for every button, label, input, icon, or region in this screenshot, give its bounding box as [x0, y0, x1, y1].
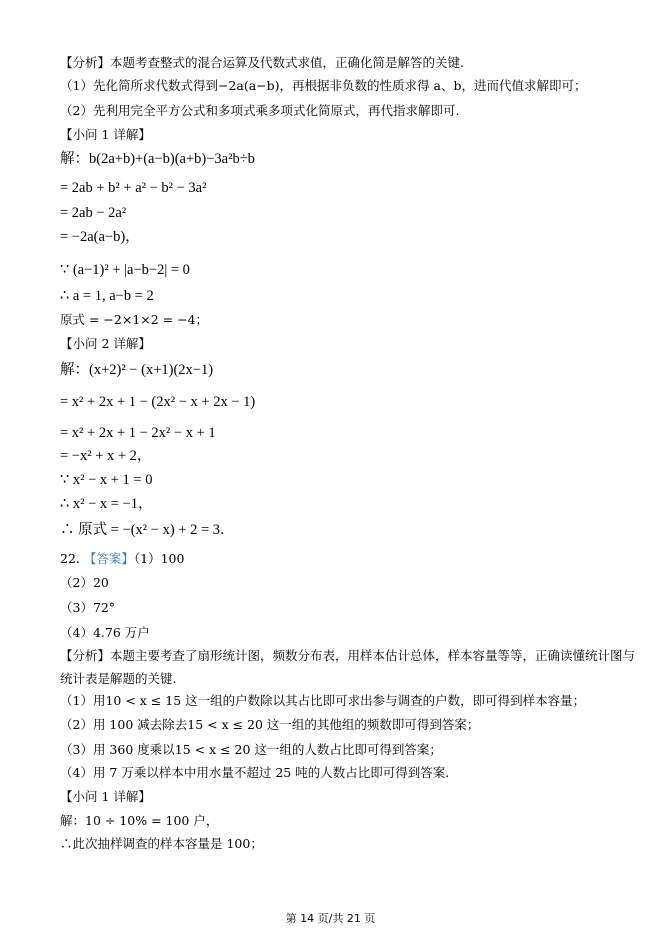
solution-line: = 2ab − 2a² [60, 205, 127, 221]
question-22-answer-line [60, 551, 621, 567]
solution-line: = −2a(a−b)， [60, 229, 140, 245]
subquestion-2-heading: 【小问 2 详解】 [60, 336, 151, 351]
page-footer: 第 14 页/共 21 页 [285, 912, 376, 925]
solution-line: 解：b(2a+b)+(a−b)(a+b)−3a²b÷b [60, 151, 255, 167]
answer-part-2: （2）20 [60, 575, 109, 590]
solution-line: ∴此次抽样调查的样本容量是 100； [60, 836, 263, 851]
solution-line: 解：10 ÷ 10% = 100 户， [60, 813, 219, 828]
answer-part-4: （4）4.76 万户 [60, 625, 150, 640]
analysis-step-1: （1）先化简所求代数式得到−2a(a−b)，再根据非负数的性质求得 a、b，进而代值求解即可； [60, 78, 587, 93]
analysis-step-1: （1）用10 < x ≤ 15 这一组的户数除以其占比即可求出参与调查的户数，即可得到样本容量； [60, 693, 586, 708]
subquestion-1-heading: 【小问 1 详解】 [60, 789, 151, 804]
analysis-text: 统计表是解题的关键. [60, 671, 177, 686]
analysis-step-2: （2）先利用完全平方公式和多项式乘多项式化简原式，再代指求解即可. [60, 103, 460, 118]
solution-line: 原式 = −2×1×2 = −4； [60, 312, 209, 327]
solution-line: ∴ a = 1, a−b = 2 [60, 288, 154, 304]
solution-line: ∴ x² − x = −1， [60, 496, 153, 512]
answer-tag: 【答案】 [83, 551, 134, 566]
solution-line: = x² + 2x + 1 − (2x² − x + 2x − 1) [60, 394, 256, 410]
solution-line: 解：(x+2)² − (x+1)(2x−1) [60, 362, 214, 378]
analysis-heading-2: 【分析】本题主要考查了扇形统计图，频数分布表，用样本估计总体，样本容量等等，正确读懂统计图与 [60, 648, 636, 663]
analysis-heading-1: 【分析】本题考查整式的混合运算及代数式求值，正确化简是解答的关键. [60, 55, 464, 70]
solution-line: ∵ x² − x + 1 = 0 [60, 472, 153, 488]
subquestion-1-heading: 【小问 1 详解】 [60, 127, 151, 142]
answer-part-1: （1）100 [133, 551, 185, 566]
analysis-step-2: （2）用 100 减去除去15 < x ≤ 20 这一组的其他组的频数即可得到答案； [60, 717, 480, 732]
question-number: 22. [60, 551, 80, 566]
solution-line: = x² + 2x + 1 − 2x² − x + 1 [60, 425, 216, 441]
answer-part-3: （3）72° [60, 600, 116, 615]
analysis-step-4: （4）用 7 万乘以样本中用水量不超过 25 吨的人数占比即可得到答案. [60, 765, 450, 780]
solution-line: ∴ 原式 = −(x² − x) + 2 = 3． [60, 522, 235, 538]
solution-line: = −x² + x + 2， [60, 448, 152, 464]
solution-line: = 2ab + b² + a² − b² − 3a² [60, 180, 207, 196]
analysis-step-3: （3）用 360 度乘以15 < x ≤ 20 这一组的人数占比即可得到答案； [60, 742, 442, 757]
solution-line: ∵ (a−1)² + |a−b−2| = 0 [60, 262, 190, 278]
